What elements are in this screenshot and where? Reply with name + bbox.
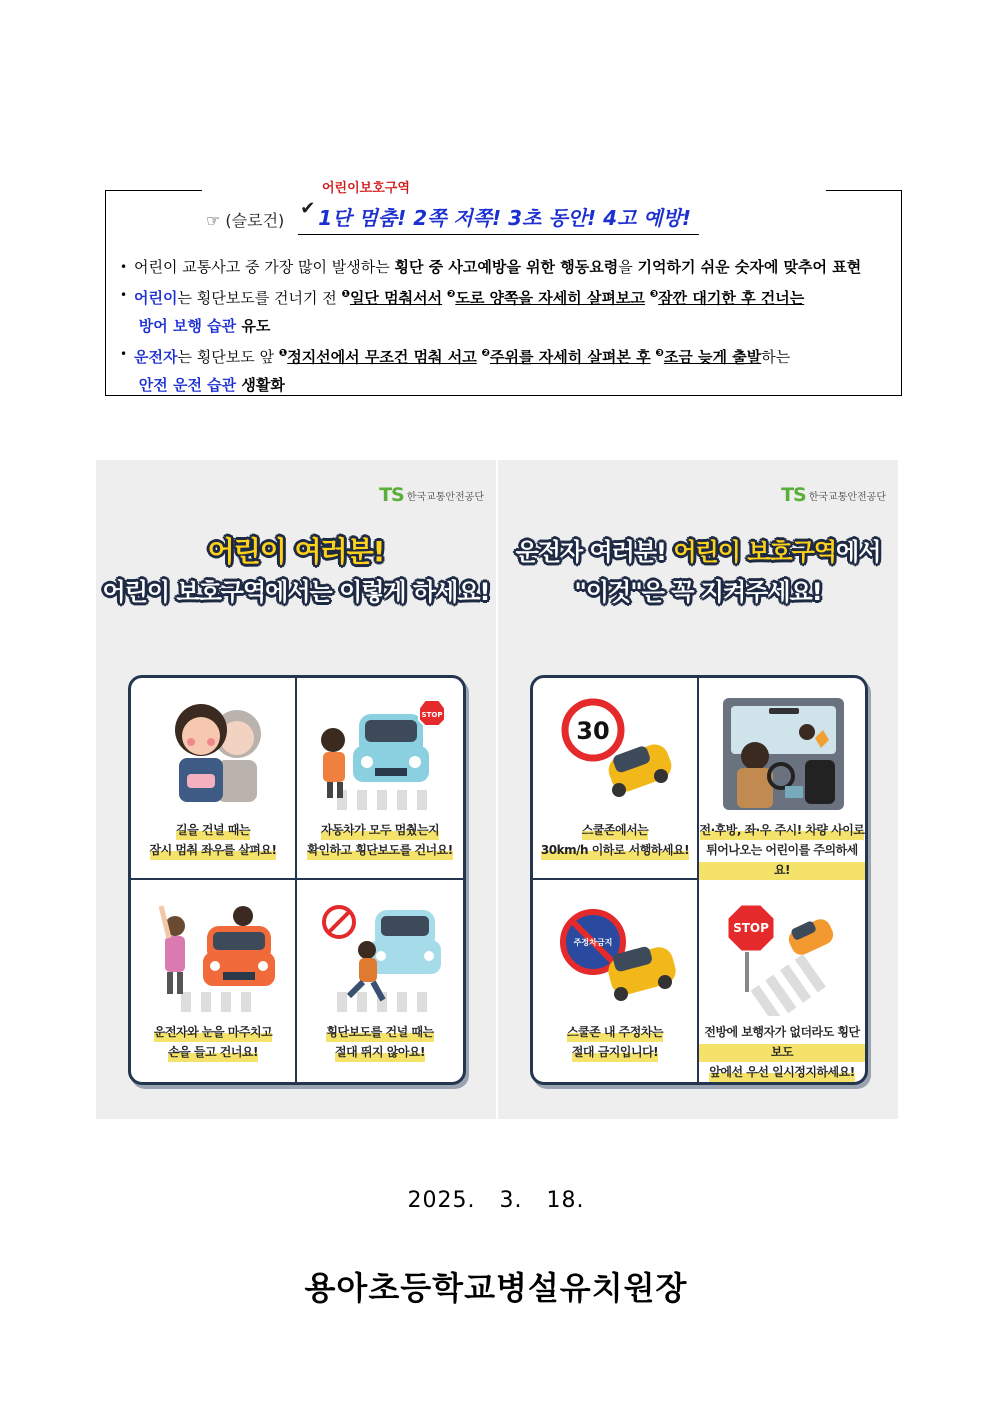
poster-headline [498, 532, 898, 612]
brand-name: 한국교통안전공단 [808, 491, 886, 503]
rule-caption: 길을 건널 때는 잠시 멈춰 좌우를 살펴요! [131, 820, 295, 860]
no-parking-icon [553, 896, 682, 1016]
child-hand-raised-icon [151, 896, 280, 1016]
slogan-box [105, 181, 902, 396]
rule-cell [533, 880, 699, 1082]
stop-sign-label: STOP [421, 711, 443, 719]
brand-mark: TS [781, 484, 806, 506]
rule-cell [131, 880, 297, 1082]
rule-grid [128, 675, 466, 1085]
step-number: ❸ [655, 348, 664, 359]
headline-line: 운전자 여러분! 어린이 보호구역에서 [515, 538, 881, 566]
rule-cell [297, 678, 463, 880]
bullet-item [120, 253, 896, 281]
poster-headline [96, 532, 496, 612]
slogan-text: 1단 멈춤! 2쪽 저쪽! 3초 동안! 4고 예방! [318, 206, 692, 230]
rule-caption: 자동차가 모두 멈췄는지 확인하고 횡단보도를 건너요! [297, 820, 463, 860]
brand-mark: TS [379, 484, 404, 506]
poster-drivers [498, 460, 898, 1119]
rule-caption: 운전자와 눈을 마주치고 손을 들고 건너요! [131, 1022, 295, 1062]
bullet-subject: 운전자 [134, 348, 178, 366]
bullet-emphasis: 횡단 중 사고예방을 위한 행동요령 [394, 258, 619, 276]
slogan-row [206, 198, 699, 235]
step-text: 잠깐 대기한 후 건너는 [658, 289, 805, 307]
signer-name: 용아초등학교병설유치원장 [304, 1269, 688, 1307]
bullet-list [120, 253, 896, 399]
slogan-prefix: ☞ (슬로건) [206, 211, 285, 230]
stop-crosswalk-icon [719, 896, 848, 1016]
brand-logo [781, 484, 886, 506]
rule-cell [699, 678, 865, 880]
rule-caption: 횡단보도를 건널 때는 절대 뛰지 않아요! [297, 1022, 463, 1062]
driver-view-icon [719, 694, 848, 814]
rule-grid [530, 675, 868, 1085]
box-title: 어린이보호구역 [322, 181, 410, 196]
speed-limit-icon [553, 694, 682, 814]
car-crosswalk-icon [317, 694, 446, 814]
bullet-text: 하는 [761, 348, 791, 366]
bullet-habit: 방어 보행 습관 [138, 317, 237, 335]
bullet-text: 는 횡단보도 앞 [177, 348, 279, 366]
step-number: ❷ [481, 348, 491, 359]
headline-line: "이것"은 꼭 지켜주세요! [574, 578, 822, 606]
children-looking-icon [151, 694, 280, 814]
no-parking-label: 주정차금지 [573, 938, 613, 947]
speed-sign-label: 30 [576, 717, 610, 745]
bullet-subject: 어린이 [134, 289, 178, 307]
rule-cell [131, 678, 297, 880]
headline-line: 어린이 보호구역에서는 이렇게 하세요! [102, 578, 490, 606]
headline-line: 어린이 여러분! [207, 535, 385, 568]
bullet-text: 어린이 교통사고 중 가장 많이 발생하는 [134, 258, 395, 276]
step-number: ❷ [446, 289, 456, 300]
checkmark-icon: ✔ [300, 198, 316, 219]
step-text: 조금 늦게 출발 [663, 348, 762, 366]
document-date: 2025. 3. 18. [407, 1188, 585, 1213]
bullet-text: 는 횡단보도를 건너기 전 [177, 289, 342, 307]
bullet-text: 을 [618, 258, 638, 276]
rule-cell [699, 880, 865, 1082]
rule-caption: 스쿨존 내 주정차는 절대 금지입니다! [533, 1022, 697, 1062]
step-text: 도로 양쪽을 자세히 살펴보고 [455, 289, 645, 307]
bullet-text: 유도 [236, 317, 271, 335]
bullet-emphasis: 기억하기 쉬운 숫자에 맞추어 표현 [637, 258, 862, 276]
brand-name: 한국교통안전공단 [406, 491, 484, 503]
bullet-text: 생활화 [236, 376, 285, 394]
title-gap [202, 189, 826, 193]
bullet-item [120, 281, 896, 340]
step-number: ❸ [649, 289, 659, 300]
rule-cell [297, 880, 463, 1082]
step-number: ❶ [278, 348, 288, 359]
step-number: ❶ [341, 289, 350, 300]
no-running-icon [317, 896, 446, 1016]
rule-caption: 전방에 보행자가 없더라도 횡단보도 앞에선 우선 일시정지하세요! [699, 1022, 865, 1082]
brand-logo [379, 484, 484, 506]
rule-caption: 스쿨존에서는 30km/h 이하로 서행하세요! [533, 820, 697, 860]
step-text: 주위를 자세히 살펴본 후 [490, 348, 651, 366]
rule-caption: 전·후방, 좌·우 주시! 차량 사이로 튀어나오는 어린이를 주의하세요! [699, 820, 865, 880]
bullet-habit: 안전 운전 습관 [138, 376, 237, 394]
stop-sign-label: STOP [733, 921, 769, 935]
bullet-item [120, 340, 896, 399]
step-text: 정지선에서 무조건 멈춰 서고 [287, 348, 477, 366]
rule-cell [533, 678, 699, 880]
poster-children [96, 460, 496, 1119]
step-text: 일단 멈춰서서 [349, 289, 443, 307]
slogan-text-wrap [298, 198, 699, 235]
